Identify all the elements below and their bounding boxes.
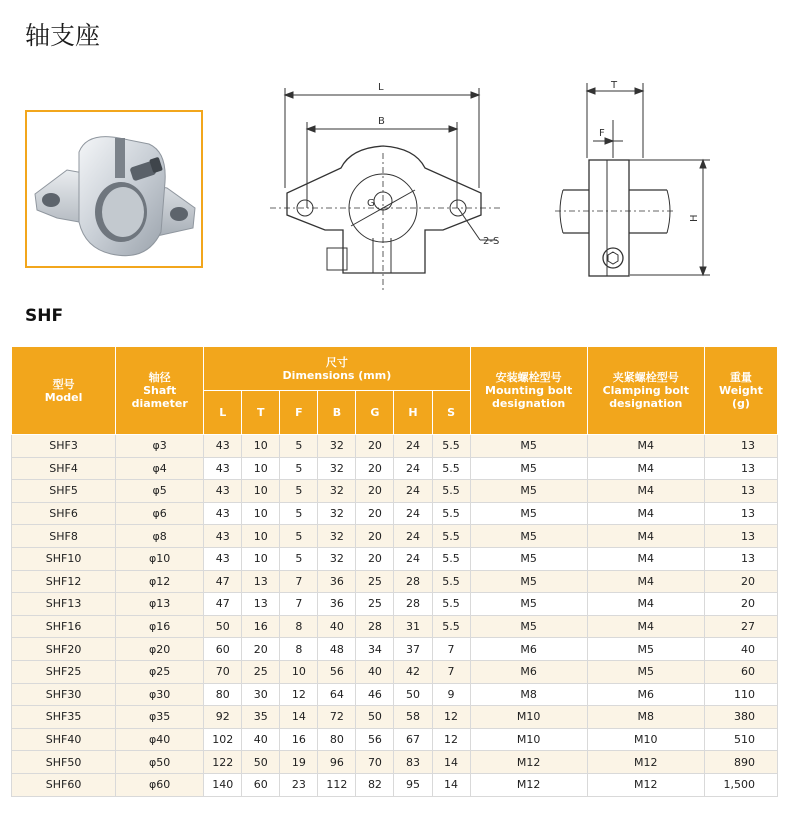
table-cell: 58 <box>394 706 432 729</box>
table-row <box>12 435 778 458</box>
table-cell: 14 <box>280 706 318 729</box>
table-row <box>12 525 778 548</box>
table-cell: M4 <box>587 457 704 480</box>
front-view-drawing <box>265 78 515 298</box>
table-cell: 25 <box>356 570 394 593</box>
table-cell: M5 <box>470 435 587 458</box>
dim-S-label: 2-S <box>483 236 500 247</box>
table-cell: 50 <box>356 706 394 729</box>
table-cell: 35 <box>242 706 280 729</box>
table-row <box>12 728 778 751</box>
table-cell: SHF13 <box>12 593 116 616</box>
header-shaft-en1: Shaft <box>143 384 177 397</box>
table-cell: 43 <box>204 502 242 525</box>
table-cell: 13 <box>242 593 280 616</box>
table-cell: M12 <box>470 751 587 774</box>
table-cell: SHF16 <box>12 615 116 638</box>
table-cell: 36 <box>318 593 356 616</box>
table-row <box>12 547 778 570</box>
header-dimensions <box>204 347 470 391</box>
table-cell: 13 <box>704 502 777 525</box>
table-cell: 140 <box>204 773 242 796</box>
table-row <box>12 480 778 503</box>
table-cell: 25 <box>242 660 280 683</box>
table-cell: 10 <box>242 435 280 458</box>
table-cell: 510 <box>704 728 777 751</box>
table-cell: 24 <box>394 480 432 503</box>
table-cell: 110 <box>704 683 777 706</box>
table-cell: φ10 <box>116 547 204 570</box>
table-row <box>12 615 778 638</box>
table-cell: 27 <box>704 615 777 638</box>
table-cell: 5 <box>280 480 318 503</box>
table-cell: 31 <box>394 615 432 638</box>
header-dim-L: L <box>204 391 242 435</box>
table-cell: 47 <box>204 593 242 616</box>
table-cell: M12 <box>470 773 587 796</box>
table-cell: φ5 <box>116 480 204 503</box>
table-row <box>12 638 778 661</box>
table-cell: 5.5 <box>432 525 470 548</box>
table-cell: 5.5 <box>432 593 470 616</box>
table-cell: φ3 <box>116 435 204 458</box>
table-cell: 80 <box>204 683 242 706</box>
table-row <box>12 683 778 706</box>
table-cell: M5 <box>587 660 704 683</box>
table-cell: 19 <box>280 751 318 774</box>
table-row <box>12 751 778 774</box>
table-cell: M5 <box>470 615 587 638</box>
table-cell: SHF40 <box>12 728 116 751</box>
table-cell: 20 <box>356 525 394 548</box>
table-row <box>12 593 778 616</box>
table-row <box>12 706 778 729</box>
header-model-en: Model <box>44 390 83 404</box>
table-cell: 43 <box>204 480 242 503</box>
table-cell: 5.5 <box>432 435 470 458</box>
table-cell: 5.5 <box>432 480 470 503</box>
table-cell: M10 <box>470 706 587 729</box>
table-cell: 64 <box>318 683 356 706</box>
table-cell: 20 <box>704 570 777 593</box>
table-cell: φ20 <box>116 638 204 661</box>
table-cell: 10 <box>280 660 318 683</box>
table-cell: 95 <box>394 773 432 796</box>
table-cell: SHF12 <box>12 570 116 593</box>
table-cell: SHF20 <box>12 638 116 661</box>
table-cell: 32 <box>318 457 356 480</box>
table-row <box>12 457 778 480</box>
header-weight-en2: (g) <box>731 397 750 410</box>
table-cell: M4 <box>587 547 704 570</box>
table-cell: 70 <box>356 751 394 774</box>
header-dim-B: B <box>318 391 356 435</box>
table-cell: 5.5 <box>432 502 470 525</box>
header-dims-en: Dimensions (mm) <box>282 368 392 382</box>
table-cell: 42 <box>394 660 432 683</box>
table-cell: 32 <box>318 525 356 548</box>
table-cell: 47 <box>204 570 242 593</box>
table-cell: 43 <box>204 547 242 570</box>
table-cell: 43 <box>204 525 242 548</box>
table-cell: M5 <box>470 547 587 570</box>
table-cell: M4 <box>587 435 704 458</box>
dim-F-label: F <box>599 128 605 139</box>
table-cell: M5 <box>470 593 587 616</box>
table-cell: M5 <box>470 570 587 593</box>
table-cell: 60 <box>704 660 777 683</box>
table-cell: 20 <box>356 457 394 480</box>
table-cell: 20 <box>356 547 394 570</box>
header-dim-G: G <box>356 391 394 435</box>
table-cell: M4 <box>587 525 704 548</box>
header-shaft-en2: diameter <box>131 397 188 410</box>
header-clamping-bolt <box>587 347 704 435</box>
dim-L-label: L <box>378 82 384 93</box>
table-cell: 92 <box>204 706 242 729</box>
table-cell: 380 <box>704 706 777 729</box>
table-cell: 13 <box>704 525 777 548</box>
table-cell: 10 <box>242 502 280 525</box>
table-row <box>12 502 778 525</box>
section-label: SHF <box>25 306 64 326</box>
table-cell: 890 <box>704 751 777 774</box>
table-cell: 50 <box>394 683 432 706</box>
table-cell: 20 <box>356 435 394 458</box>
table-cell: 50 <box>242 751 280 774</box>
table-cell: 56 <box>318 660 356 683</box>
spec-table <box>11 346 778 797</box>
table-cell: SHF35 <box>12 706 116 729</box>
table-cell: 40 <box>242 728 280 751</box>
table-cell: SHF30 <box>12 683 116 706</box>
table-cell: 7 <box>280 570 318 593</box>
table-cell: 20 <box>704 593 777 616</box>
dim-H-label: H <box>689 214 700 222</box>
header-weight-cn: 重量 <box>729 371 752 384</box>
table-cell: 8 <box>280 615 318 638</box>
table-cell: 24 <box>394 525 432 548</box>
table-cell: M8 <box>587 706 704 729</box>
header-shaft <box>116 347 204 435</box>
dim-B-label: B <box>378 116 385 127</box>
header-model <box>12 347 116 435</box>
table-cell: 43 <box>204 457 242 480</box>
table-cell: φ4 <box>116 457 204 480</box>
header-mount-en1: Mounting bolt <box>485 384 573 397</box>
table-cell: 40 <box>704 638 777 661</box>
table-cell: M12 <box>587 751 704 774</box>
table-cell: φ8 <box>116 525 204 548</box>
table-cell: 40 <box>356 660 394 683</box>
table-cell: φ30 <box>116 683 204 706</box>
table-cell: M5 <box>470 480 587 503</box>
header-clamp-cn: 夹紧螺栓型号 <box>612 371 679 384</box>
table-cell: 7 <box>432 638 470 661</box>
table-cell: 1,500 <box>704 773 777 796</box>
table-cell: 13 <box>704 457 777 480</box>
table-cell: M8 <box>470 683 587 706</box>
table-cell: 10 <box>242 457 280 480</box>
table-cell: 43 <box>204 435 242 458</box>
table-cell: M10 <box>470 728 587 751</box>
header-mount-en2: designation <box>492 397 566 410</box>
table-cell: 36 <box>318 570 356 593</box>
header-dim-S: S <box>432 391 470 435</box>
table-cell: M4 <box>587 480 704 503</box>
table-cell: φ12 <box>116 570 204 593</box>
table-cell: 24 <box>394 547 432 570</box>
table-cell: 5.5 <box>432 570 470 593</box>
table-cell: M12 <box>587 773 704 796</box>
table-cell: M4 <box>587 502 704 525</box>
table-cell: M4 <box>587 570 704 593</box>
table-cell: 5.5 <box>432 547 470 570</box>
product-photo <box>25 110 203 268</box>
table-cell: 13 <box>704 435 777 458</box>
table-cell: 16 <box>242 615 280 638</box>
table-cell: 14 <box>432 751 470 774</box>
header-dim-F: F <box>280 391 318 435</box>
table-cell: SHF8 <box>12 525 116 548</box>
table-cell: 72 <box>318 706 356 729</box>
table-cell: M10 <box>587 728 704 751</box>
shaft-support-illustration <box>27 112 201 266</box>
table-cell: 5 <box>280 502 318 525</box>
header-mounting-bolt <box>470 347 587 435</box>
table-cell: 34 <box>356 638 394 661</box>
table-cell: 56 <box>356 728 394 751</box>
header-clamp-en1: Clamping bolt <box>602 384 689 397</box>
table-cell: 102 <box>204 728 242 751</box>
table-cell: 13 <box>704 547 777 570</box>
table-cell: 37 <box>394 638 432 661</box>
table-cell: M5 <box>470 525 587 548</box>
table-cell: 96 <box>318 751 356 774</box>
table-cell: 60 <box>242 773 280 796</box>
table-cell: SHF60 <box>12 773 116 796</box>
table-cell: 60 <box>204 638 242 661</box>
table-cell: 28 <box>356 615 394 638</box>
table-cell: 5 <box>280 525 318 548</box>
table-cell: 25 <box>356 593 394 616</box>
table-cell: 83 <box>394 751 432 774</box>
table-cell: 32 <box>318 435 356 458</box>
table-cell: 9 <box>432 683 470 706</box>
table-cell: 10 <box>242 547 280 570</box>
table-cell: 20 <box>356 502 394 525</box>
table-cell: φ50 <box>116 751 204 774</box>
table-row <box>12 660 778 683</box>
table-cell: SHF3 <box>12 435 116 458</box>
table-cell: 32 <box>318 547 356 570</box>
table-cell: 50 <box>204 615 242 638</box>
table-cell: 12 <box>432 728 470 751</box>
table-cell: 122 <box>204 751 242 774</box>
dim-G-label: G <box>367 198 375 209</box>
table-cell: 5 <box>280 435 318 458</box>
table-cell: 40 <box>318 615 356 638</box>
table-cell: M5 <box>470 457 587 480</box>
table-cell: φ6 <box>116 502 204 525</box>
table-cell: M4 <box>587 615 704 638</box>
table-cell: 12 <box>280 683 318 706</box>
table-cell: 23 <box>280 773 318 796</box>
table-cell: φ25 <box>116 660 204 683</box>
table-cell: 24 <box>394 435 432 458</box>
header-weight-en1: Weight <box>718 384 763 397</box>
table-cell: 7 <box>280 593 318 616</box>
table-cell: M6 <box>470 638 587 661</box>
table-cell: SHF5 <box>12 480 116 503</box>
table-cell: 10 <box>242 480 280 503</box>
table-cell: φ60 <box>116 773 204 796</box>
table-cell: 10 <box>242 525 280 548</box>
table-cell: 30 <box>242 683 280 706</box>
table-cell: 24 <box>394 457 432 480</box>
table-row <box>12 773 778 796</box>
page-title: 轴支座 <box>25 21 101 50</box>
table-cell: M5 <box>470 502 587 525</box>
table-cell: 7 <box>432 660 470 683</box>
table-cell: 70 <box>204 660 242 683</box>
table-cell: 5.5 <box>432 457 470 480</box>
table-cell: SHF4 <box>12 457 116 480</box>
table-cell: M6 <box>470 660 587 683</box>
table-cell: 5 <box>280 457 318 480</box>
table-cell: φ40 <box>116 728 204 751</box>
table-cell: SHF10 <box>12 547 116 570</box>
header-dim-T: T <box>242 391 280 435</box>
table-cell: 13 <box>242 570 280 593</box>
table-cell: 48 <box>318 638 356 661</box>
table-cell: 20 <box>356 480 394 503</box>
table-cell: φ13 <box>116 593 204 616</box>
header-dims-cn: 尺寸 <box>325 355 348 369</box>
table-cell: 16 <box>280 728 318 751</box>
spec-table-body <box>12 435 778 797</box>
header-dim-H: H <box>394 391 432 435</box>
header-shaft-cn: 轴径 <box>148 371 171 384</box>
table-cell: 8 <box>280 638 318 661</box>
header-weight <box>704 347 777 435</box>
table-cell: 5 <box>280 547 318 570</box>
table-cell: SHF6 <box>12 502 116 525</box>
dim-T-label: T <box>611 80 618 91</box>
table-cell: 12 <box>432 706 470 729</box>
table-cell: 20 <box>242 638 280 661</box>
header-mount-cn: 安装螺栓型号 <box>495 371 562 384</box>
table-cell: 28 <box>394 570 432 593</box>
table-cell: 24 <box>394 502 432 525</box>
table-cell: 32 <box>318 480 356 503</box>
table-cell: 5.5 <box>432 615 470 638</box>
table-cell: SHF25 <box>12 660 116 683</box>
table-cell: M4 <box>587 593 704 616</box>
table-cell: φ35 <box>116 706 204 729</box>
side-view-drawing <box>555 78 715 298</box>
header-clamp-en2: designation <box>609 397 683 410</box>
table-cell: 80 <box>318 728 356 751</box>
table-row <box>12 570 778 593</box>
table-cell: φ16 <box>116 615 204 638</box>
table-cell: 82 <box>356 773 394 796</box>
table-cell: 112 <box>318 773 356 796</box>
table-cell: 32 <box>318 502 356 525</box>
table-cell: 28 <box>394 593 432 616</box>
table-cell: 46 <box>356 683 394 706</box>
table-cell: M5 <box>587 638 704 661</box>
header-model-cn: 型号 <box>52 377 75 391</box>
table-cell: M6 <box>587 683 704 706</box>
table-cell: 67 <box>394 728 432 751</box>
table-cell: 13 <box>704 480 777 503</box>
table-cell: 14 <box>432 773 470 796</box>
table-cell: SHF50 <box>12 751 116 774</box>
